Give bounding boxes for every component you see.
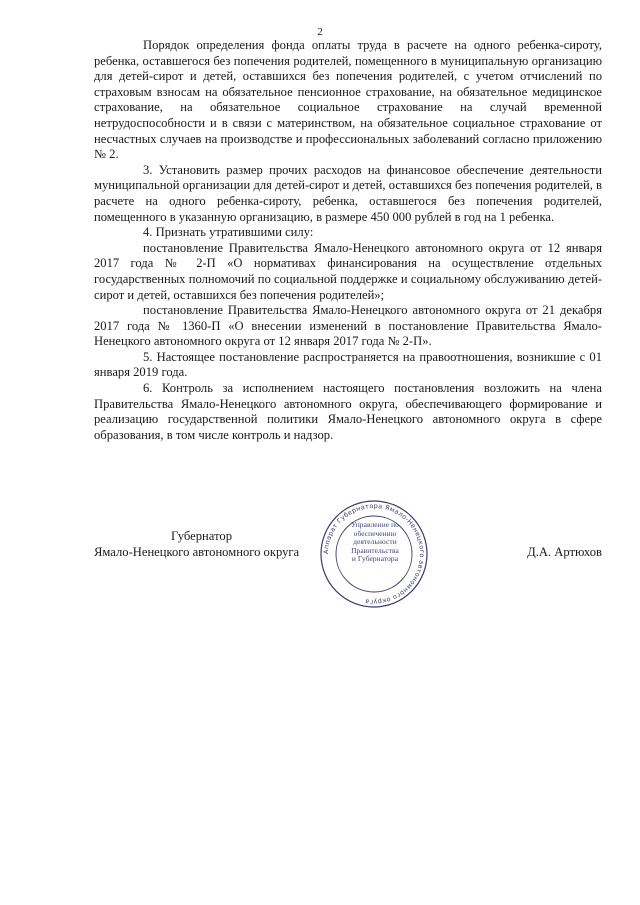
paragraph-effective-date: 5. Настоящее постановление распространяется на правоотношения, возникшие с 01 января 2019 года.	[94, 349, 602, 380]
signer-organization: Ямало-Ненецкого автономного округа	[94, 545, 300, 559]
signer-name: Д.А. Артюхов	[527, 545, 602, 559]
paragraph-wage-fund-order: Порядок определения фонда оплаты труда в расчете на одного ребенка-сироту, ребенка, оставшегося без попечения родителей, помещенного в муниципальную организацию для детей-сирот и детей, оставшихся без попечения родителей, с учетом отчислений по страховым взносам на обязательное пенсионное страхование, на обязательное медицинское страхование, на обязательное социальное страхование на случай временной нетрудоспособности и в связи с материнством, на обязательное социальное страхование от несчастных случаев на производстве и профессиональных заболеваний согласно приложению № 2.	[94, 38, 602, 162]
paragraph-control: 6. Контроль за исполнением настоящего постановления возложить на члена Правительства Ямало-Ненецкого автономного округа, обеспечивающего формирование и реализацию государственной политики Ямало-Ненецкого автономного округа в сфере образования, в том числе контроль и надзор.	[94, 381, 602, 442]
svg-text:Аппарат Губернатора Ямало-Нене: Аппарат Губернатора Ямало-Ненецкого автономного округа	[321, 501, 427, 607]
document-body	[94, 38, 602, 443]
seal-center-text: Управление по обеспечению деятельности Правительства и Губернатора	[351, 520, 399, 564]
page-number: 2	[317, 26, 323, 38]
paragraph-repealed-act-2: постановление Правительства Ямало-Ненецкого автономного округа от 21 декабря 2017 года № 1360-П «О внесении изменений в постановление Правительства Ямало-Ненецкого автономного округа от 12 января 2017 года № 2-П».	[94, 303, 602, 349]
paragraph-repeal-heading: 4. Признать утратившими силу:	[143, 225, 314, 240]
signer-title: Губернатор	[171, 529, 232, 543]
paragraph-other-expenses: 3. Установить размер прочих расходов на финансовое обеспечение деятельности муниципальной организации для детей-сирот и детей, оставшихся без попечения родителей, в расчете на одного ребенка-сироту, ребенка, оставшегося без попечения родителей, помещенного в указанную организацию, в размере 450 000 рублей в год на 1 ребенка.	[94, 162, 602, 224]
paragraph-repealed-act-1: постановление Правительства Ямало-Ненецкого автономного округа от 12 января 2017 года № 2-П «О нормативах финансирования на осуществление отдельных государственных полномочий по социальной поддержке и социальному обслуживанию детей-сирот и детей, оставшихся без попечения родителей»;	[94, 240, 602, 302]
